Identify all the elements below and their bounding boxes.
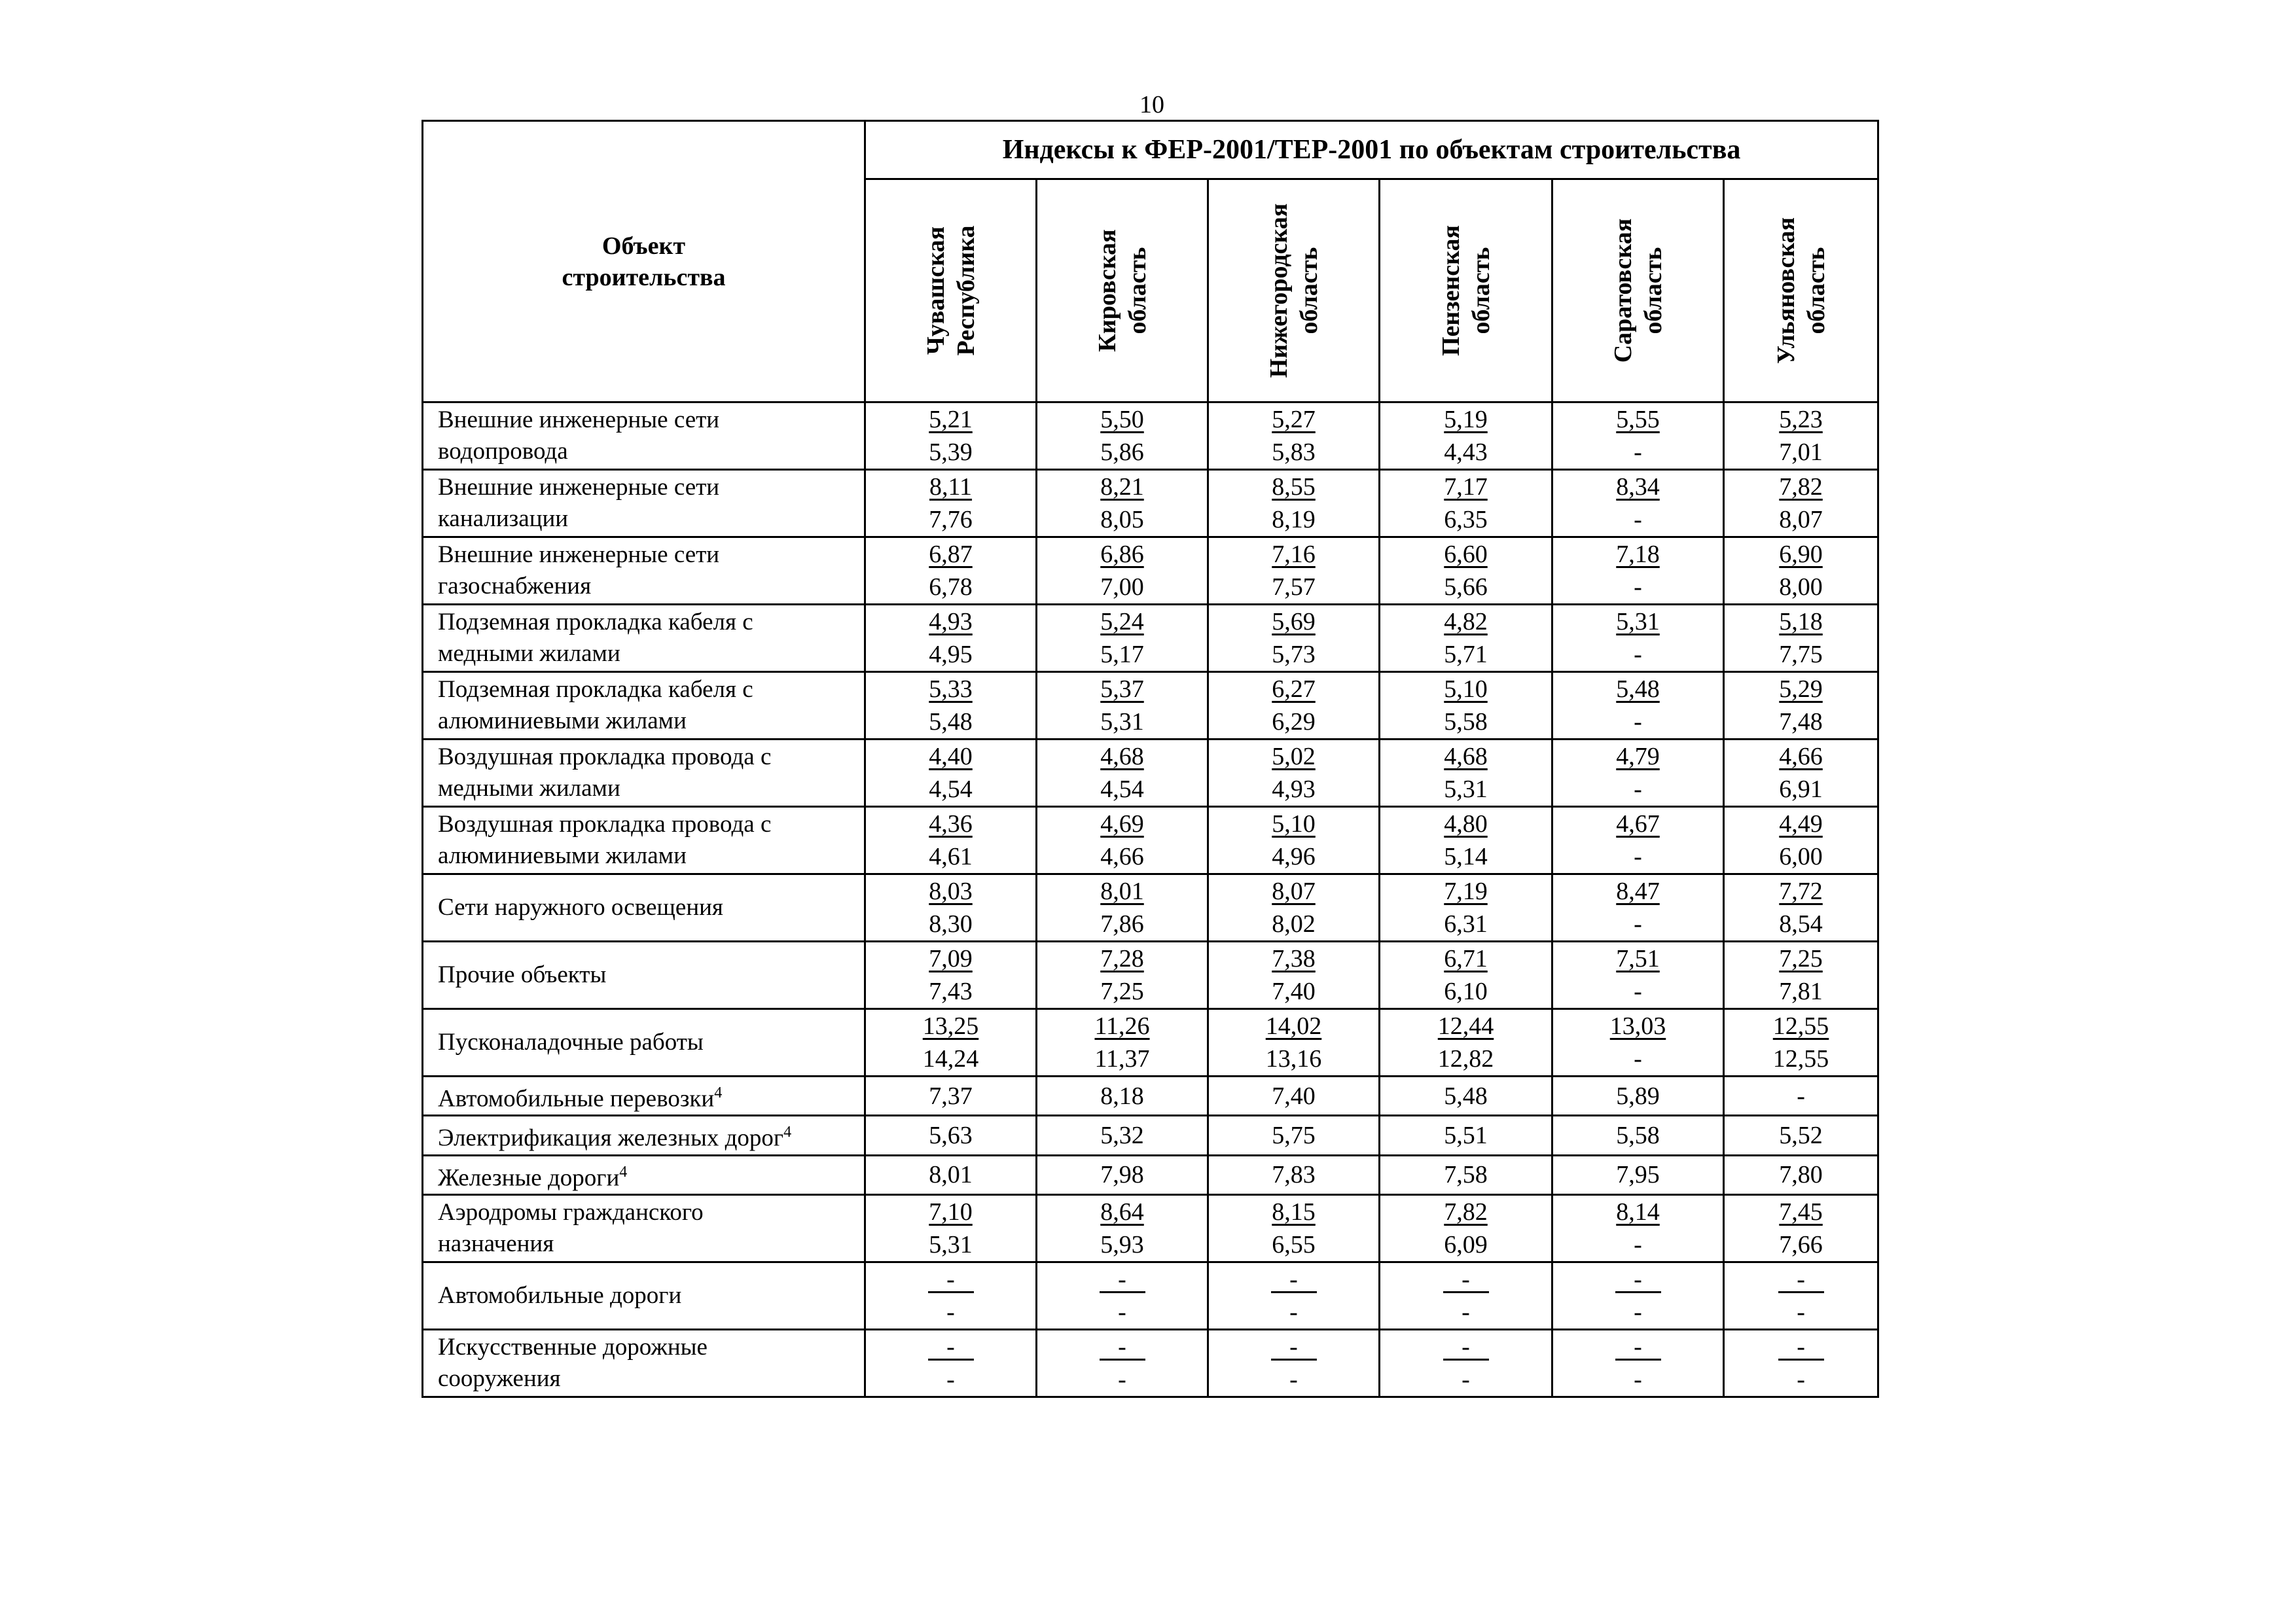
value-cell: 5,48: [1380, 1077, 1552, 1116]
row-label: Автомобильные перевозки$^4$: [423, 1077, 865, 1116]
value-cell: 6,87 6,78: [865, 537, 1037, 605]
value-cell: 5,19 4,43: [1380, 402, 1552, 470]
value-cell: 8,34 -: [1552, 470, 1724, 537]
value-cell: 5,29 7,48: [1724, 672, 1878, 740]
value-cell: 7,18 -: [1552, 537, 1724, 605]
value-cell: 7,58: [1380, 1155, 1552, 1194]
row-label: Внешние инженерные сети канализации: [423, 470, 865, 537]
table-row: [423, 1194, 1878, 1262]
value-cell: 5,63: [865, 1116, 1037, 1155]
value-cell: 5,51: [1380, 1116, 1552, 1155]
value-cell: 7,40: [1208, 1077, 1380, 1116]
row-label: Автомобильные дороги: [423, 1262, 865, 1329]
value-cell: 5,27 5,83: [1208, 402, 1380, 470]
value-cell: 4,67 -: [1552, 807, 1724, 874]
value-cell: 7,38 7,40: [1208, 942, 1380, 1009]
value-cell: 7,80: [1724, 1155, 1878, 1194]
value-cell: 7,83: [1208, 1155, 1380, 1194]
row-label: Внешние инженерные сети водопровода: [423, 402, 865, 470]
value-cell: 13,25 14,24: [865, 1009, 1037, 1077]
value-cell: 5,31 -: [1552, 605, 1724, 672]
value-cell: - -: [1724, 1329, 1878, 1397]
table-row: [423, 605, 1878, 672]
value-cell: 11,26 11,37: [1037, 1009, 1208, 1077]
value-cell: - -: [865, 1262, 1037, 1329]
row-label: Электрификация железных дорог$^4$: [423, 1116, 865, 1155]
value-cell: 5,33 5,48: [865, 672, 1037, 740]
value-cell: 6,60 5,66: [1380, 537, 1552, 605]
value-cell: 7,51 -: [1552, 942, 1724, 1009]
value-cell: - -: [1380, 1262, 1552, 1329]
table-row: [423, 470, 1878, 537]
value-cell: 8,21 8,05: [1037, 470, 1208, 537]
value-cell: 5,10 4,96: [1208, 807, 1380, 874]
value-cell: 4,68 5,31: [1380, 740, 1552, 807]
value-cell: 5,23 7,01: [1724, 402, 1878, 470]
table-title: Индексы к ФЕР-2001/ТЕР-2001 по объектам строительства: [865, 121, 1878, 179]
value-cell: - -: [1037, 1262, 1208, 1329]
value-cell: 4,66 6,91: [1724, 740, 1878, 807]
value-cell: - -: [1552, 1262, 1724, 1329]
table-row: [423, 740, 1878, 807]
value-cell: 5,37 5,31: [1037, 672, 1208, 740]
region-header: Чувашская Республика: [865, 179, 1037, 402]
value-cell: 4,82 5,71: [1380, 605, 1552, 672]
row-label: Воздушная прокладка провода с алюминиевыми жилами: [423, 807, 865, 874]
value-cell: 6,71 6,10: [1380, 942, 1552, 1009]
value-cell: 7,95: [1552, 1155, 1724, 1194]
table-row: [423, 1329, 1878, 1397]
value-cell: 5,89: [1552, 1077, 1724, 1116]
value-cell: 5,21 5,39: [865, 402, 1037, 470]
region-header: Нижегородская область: [1208, 179, 1380, 402]
value-cell: 7,37: [865, 1077, 1037, 1116]
value-cell: 7,82 8,07: [1724, 470, 1878, 537]
region-header: Саратовская область: [1552, 179, 1724, 402]
value-cell: - -: [1208, 1262, 1380, 1329]
value-cell: 5,69 5,73: [1208, 605, 1380, 672]
value-cell: 8,55 8,19: [1208, 470, 1380, 537]
value-cell: 5,48 -: [1552, 672, 1724, 740]
page-number: 10: [1139, 91, 1164, 118]
value-cell: 5,55 -: [1552, 402, 1724, 470]
value-cell: 4,93 4,95: [865, 605, 1037, 672]
value-cell: 5,24 5,17: [1037, 605, 1208, 672]
value-cell: 5,18 7,75: [1724, 605, 1878, 672]
value-cell: 5,58: [1552, 1116, 1724, 1155]
value-cell: 8,03 8,30: [865, 874, 1037, 942]
value-cell: 12,44 12,82: [1380, 1009, 1552, 1077]
value-cell: 8,14 -: [1552, 1194, 1724, 1262]
value-cell: 5,02 4,93: [1208, 740, 1380, 807]
value-cell: - -: [1380, 1329, 1552, 1397]
value-cell: 5,32: [1037, 1116, 1208, 1155]
value-cell: 5,10 5,58: [1380, 672, 1552, 740]
table-row: [423, 1262, 1878, 1329]
region-header: Пензенская область: [1380, 179, 1552, 402]
value-cell: - -: [865, 1329, 1037, 1397]
value-cell: 8,15 6,55: [1208, 1194, 1380, 1262]
value-cell: 7,72 8,54: [1724, 874, 1878, 942]
value-cell: 6,86 7,00: [1037, 537, 1208, 605]
row-label: Подземная прокладка кабеля с медными жилами: [423, 605, 865, 672]
table-row: [423, 807, 1878, 874]
value-cell: 6,90 8,00: [1724, 537, 1878, 605]
value-cell: - -: [1724, 1262, 1878, 1329]
table-row: [423, 874, 1878, 942]
value-cell: - -: [1208, 1329, 1380, 1397]
table-row: [423, 1077, 1878, 1116]
value-cell: 8,64 5,93: [1037, 1194, 1208, 1262]
table-row: [423, 1116, 1878, 1155]
table-row: [423, 1009, 1878, 1077]
value-cell: 12,55 12,55: [1724, 1009, 1878, 1077]
value-cell: 4,49 6,00: [1724, 807, 1878, 874]
row-label: Воздушная прокладка провода с медными жилами: [423, 740, 865, 807]
value-cell: 8,01: [865, 1155, 1037, 1194]
value-cell: 7,28 7,25: [1037, 942, 1208, 1009]
value-cell: 7,16 7,57: [1208, 537, 1380, 605]
row-label: Аэродромы гражданского назначения: [423, 1194, 865, 1262]
value-cell: 8,11 7,76: [865, 470, 1037, 537]
value-cell: 5,52: [1724, 1116, 1878, 1155]
object-column-header: Объект строительства: [423, 121, 865, 402]
row-label: Пусконаладочные работы: [423, 1009, 865, 1077]
value-cell: 4,80 5,14: [1380, 807, 1552, 874]
row-label: Искусственные дорожные сооружения: [423, 1329, 865, 1397]
value-cell: 7,17 6,35: [1380, 470, 1552, 537]
value-cell: - -: [1037, 1329, 1208, 1397]
value-cell: 4,79 -: [1552, 740, 1724, 807]
table-row: [423, 942, 1878, 1009]
value-cell: 4,40 4,54: [865, 740, 1037, 807]
value-cell: 7,98: [1037, 1155, 1208, 1194]
value-cell: 4,36 4,61: [865, 807, 1037, 874]
value-cell: - -: [1552, 1329, 1724, 1397]
row-label: Внешние инженерные сети газоснабжения: [423, 537, 865, 605]
region-header: Ульяновская область: [1724, 179, 1878, 402]
table-row: [423, 1155, 1878, 1194]
value-cell: 13,03 -: [1552, 1009, 1724, 1077]
value-cell: 8,07 8,02: [1208, 874, 1380, 942]
indices-table: [422, 120, 1879, 1398]
table-row: [423, 672, 1878, 740]
value-cell: 7,45 7,66: [1724, 1194, 1878, 1262]
value-cell: 8,01 7,86: [1037, 874, 1208, 942]
value-cell: -: [1724, 1077, 1878, 1116]
value-cell: 7,10 5,31: [865, 1194, 1037, 1262]
row-label: Подземная прокладка кабеля с алюминиевыми жилами: [423, 672, 865, 740]
value-cell: 14,02 13,16: [1208, 1009, 1380, 1077]
row-label: Сети наружного освещения: [423, 874, 865, 942]
value-cell: 5,75: [1208, 1116, 1380, 1155]
value-cell: 8,18: [1037, 1077, 1208, 1116]
value-cell: 4,69 4,66: [1037, 807, 1208, 874]
value-cell: 7,25 7,81: [1724, 942, 1878, 1009]
table-row: [423, 537, 1878, 605]
region-header: Кировская область: [1037, 179, 1208, 402]
value-cell: 7,19 6,31: [1380, 874, 1552, 942]
value-cell: 8,47 -: [1552, 874, 1724, 942]
value-cell: 5,50 5,86: [1037, 402, 1208, 470]
value-cell: 4,68 4,54: [1037, 740, 1208, 807]
value-cell: 7,09 7,43: [865, 942, 1037, 1009]
value-cell: 7,82 6,09: [1380, 1194, 1552, 1262]
value-cell: 6,27 6,29: [1208, 672, 1380, 740]
row-label: Прочие объекты: [423, 942, 865, 1009]
row-label: Железные дороги$^4$: [423, 1155, 865, 1194]
table-row: [423, 402, 1878, 470]
